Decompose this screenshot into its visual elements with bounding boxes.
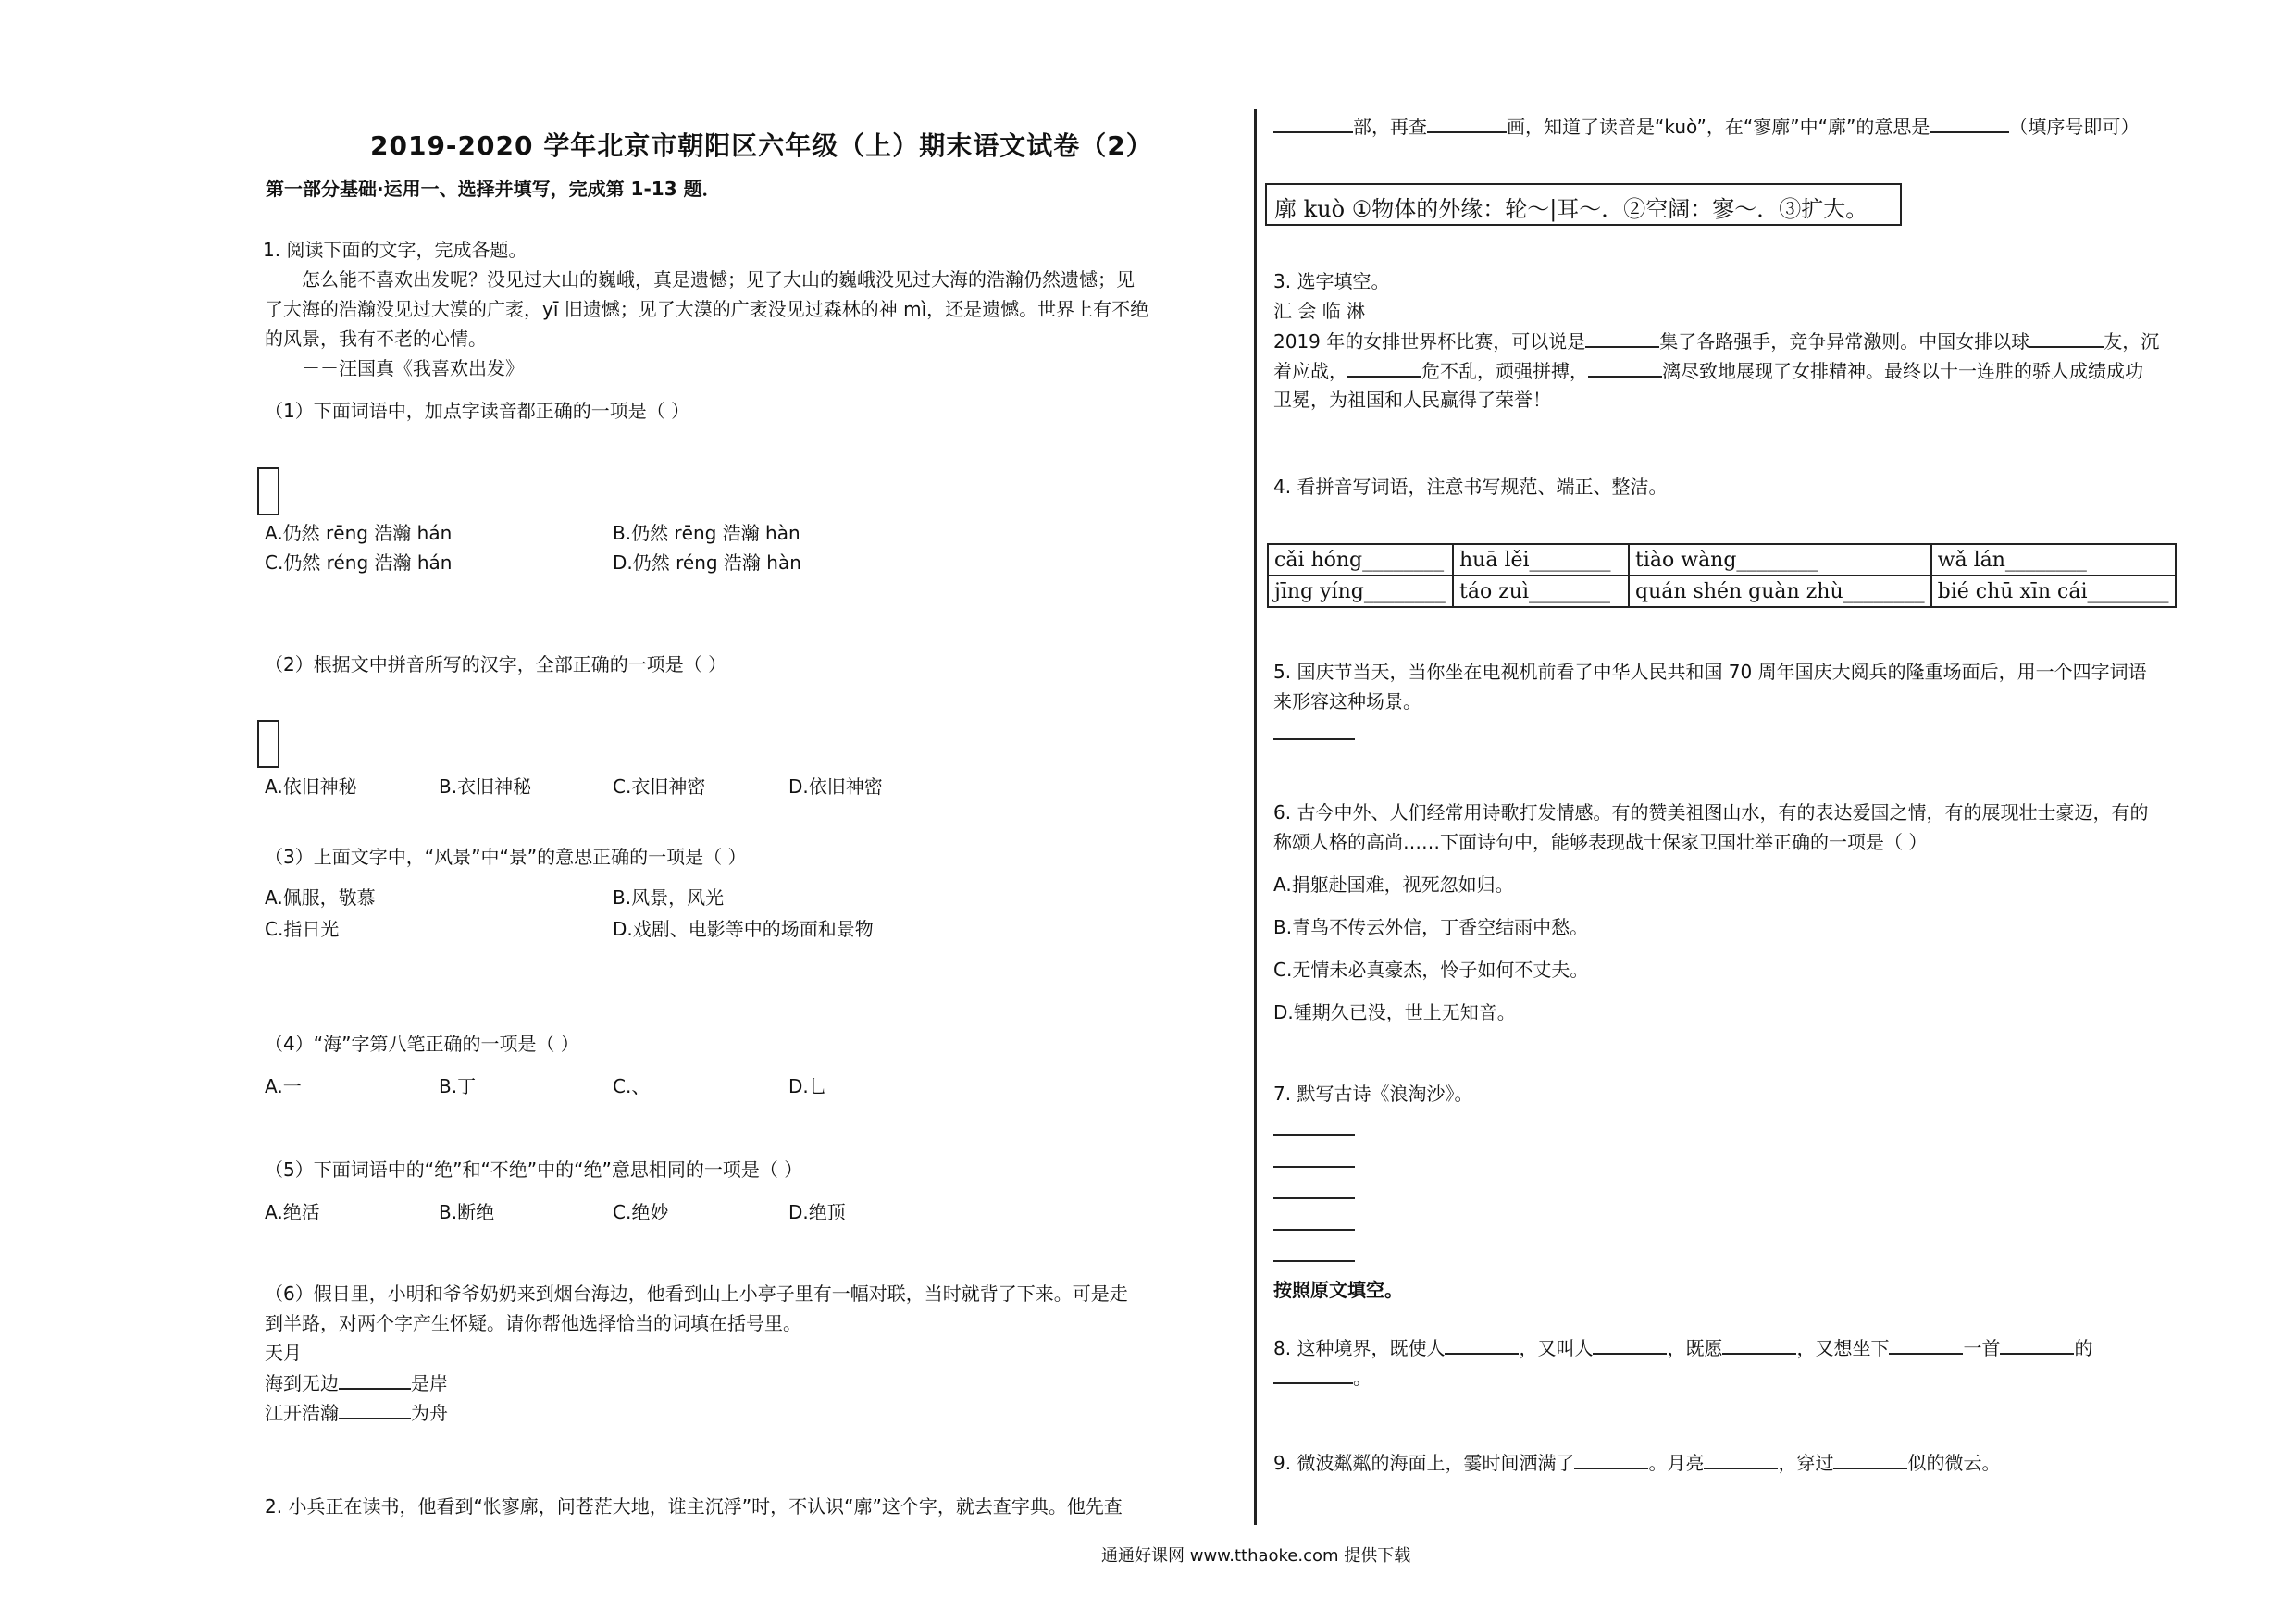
q2-line2-part1: 部，再查 bbox=[1353, 116, 1427, 138]
q8-part-d: ，又想坐下 bbox=[1796, 1337, 1890, 1359]
pinyin-cell[interactable]: wǎ lán________ bbox=[1931, 544, 2176, 576]
q1-sub3-option-d[interactable]: D.戏剧、电影等中的场面和景物 bbox=[613, 918, 874, 940]
blank-q2-radical[interactable] bbox=[1273, 113, 1353, 133]
q9-part-a: 9. 微波粼粼的海面上，霎时间洒满了 bbox=[1273, 1452, 1575, 1474]
blank-q2-meaning[interactable] bbox=[1930, 113, 2009, 133]
page-title: 2019-2020 学年北京市朝阳区六年级（上）期末语文试卷（2） bbox=[370, 130, 1153, 161]
section-fill-heading: 按照原文填空。 bbox=[1273, 1279, 1403, 1301]
q3-choices: 汇 会 临 淋 bbox=[1273, 300, 1366, 322]
q8-part-b: ，又叫人 bbox=[1519, 1337, 1594, 1359]
q1-sub5-option-a[interactable]: A.绝活 bbox=[265, 1201, 320, 1223]
q6-line2: 称颂人格的高尚……下面诗句中，能够表现战士保家卫国壮举正确的一项是（ ） bbox=[1273, 831, 1928, 853]
blank-q7-line1[interactable] bbox=[1273, 1134, 1355, 1136]
dictionary-entry: 廓 kuò ①物体的外缘：轮～|耳～．②空阔：寥～．③扩大。 bbox=[1274, 196, 1868, 222]
q8-line1 bbox=[1273, 1334, 2092, 1361]
q4-intro: 4. 看拼音写词语，注意书写规范、端正、整洁。 bbox=[1273, 476, 1668, 498]
q1-sub2-option-d[interactable]: D.依旧神密 bbox=[788, 775, 883, 798]
couplet-line1 bbox=[265, 1369, 448, 1396]
q3-line1 bbox=[1273, 328, 2159, 354]
q1-sub3-option-b[interactable]: B.风景，风光 bbox=[613, 886, 725, 909]
q1-intro: 1. 阅读下面的文字，完成各题。 bbox=[263, 239, 527, 261]
q1-sub5-option-d[interactable]: D.绝顶 bbox=[788, 1201, 846, 1223]
q6-option-a[interactable]: A.捐躯赴国难，视死忽如归。 bbox=[1273, 873, 1514, 896]
blank-q8-3[interactable] bbox=[1722, 1334, 1796, 1355]
q3-line1-part3: 友，沉 bbox=[2104, 330, 2160, 353]
q8-part-g: 。 bbox=[1353, 1367, 1371, 1389]
q6-option-b[interactable]: B.青鸟不传云外信，丁香空结雨中愁。 bbox=[1273, 916, 1589, 938]
pinyin-cell[interactable]: tiào wàng________ bbox=[1629, 544, 1931, 576]
q9-line1 bbox=[1273, 1449, 2000, 1476]
blank-q7-line2[interactable] bbox=[1273, 1166, 1355, 1168]
q1-passage-line2: 了大海的浩瀚没见过大漠的广袤，yī 旧遗憾；见了大漠的广袤没见过森林的神 mì，还是遗憾。世界上有不绝 bbox=[265, 298, 1149, 320]
q1-sub2-option-c[interactable]: C.衣旧神密 bbox=[613, 775, 706, 798]
blank-couplet-2[interactable] bbox=[339, 1399, 411, 1419]
q9-part-b: 。月亮 bbox=[1648, 1452, 1705, 1474]
q8-part-e: 一首 bbox=[1963, 1337, 2001, 1359]
q1-passage-line3: 的风景，我有不老的心情。 bbox=[265, 328, 487, 350]
pinyin-cell[interactable]: táo zuì________ bbox=[1453, 576, 1629, 607]
q6-option-d[interactable]: D.锺期久已没，世上无知音。 bbox=[1273, 1001, 1516, 1023]
blank-q8-5[interactable] bbox=[2000, 1334, 2074, 1355]
couplet-line2-end: 为舟 bbox=[411, 1402, 448, 1424]
answer-box-q1-1[interactable] bbox=[257, 467, 279, 515]
blank-q8-4[interactable] bbox=[1889, 1334, 1963, 1355]
pinyin-cell[interactable]: jīng yíng________ bbox=[1268, 576, 1453, 607]
q6-option-c[interactable]: C.无情未必真豪杰，怜子如何不丈夫。 bbox=[1273, 959, 1589, 981]
pinyin-table bbox=[1267, 543, 2177, 608]
q5-line2: 来形容这种场景。 bbox=[1273, 690, 1421, 712]
pinyin-row bbox=[1268, 576, 2176, 607]
q3-line2 bbox=[1273, 357, 2143, 384]
q1-sub4-question: （4）“海”字第八笔正确的一项是（ ） bbox=[265, 1033, 579, 1055]
q8-part-f: 的 bbox=[2074, 1337, 2093, 1359]
blank-q3-4[interactable] bbox=[1588, 357, 1662, 378]
q8-part-c: ，既愿 bbox=[1667, 1337, 1723, 1359]
q1-sub4-option-c[interactable]: C.、 bbox=[613, 1075, 651, 1097]
part-heading: 第一部分基础·运用一、选择并填写，完成第 1-13 题． bbox=[266, 178, 721, 200]
column-divider bbox=[1254, 109, 1257, 1525]
q1-sub6-words: 天月 bbox=[265, 1342, 302, 1364]
q1-sub3-question: （3）上面文字中，“风景”中“景”的意思正确的一项是（ ） bbox=[265, 846, 747, 868]
q1-sub3-option-c[interactable]: C.指日光 bbox=[265, 918, 340, 940]
q1-sub1-option-a[interactable]: A.仍然 rēng 浩瀚 hán bbox=[265, 522, 453, 544]
q1-sub6-line1: （6）假日里，小明和爷爷奶奶来到烟台海边，他看到山上小亭子里有一幅对联，当时就背了下来。可是走 bbox=[265, 1282, 1128, 1305]
q8-line2 bbox=[1273, 1364, 1371, 1391]
q1-sub2-question: （2）根据文中拼音所写的汉字，全部正确的一项是（ ） bbox=[265, 653, 727, 675]
q3-line1-part2: 集了各路强手，竞争异常激则。中国女排以球 bbox=[1659, 330, 2030, 353]
blank-q3-1[interactable] bbox=[1585, 328, 1659, 348]
q3-line2-part2: 危不乱，顽强拼搏， bbox=[1421, 360, 1588, 382]
q6-line1: 6. 古今中外、人们经常用诗歌打发情感。有的赞美祖图山水，有的表达爱国之情，有的展现壮士豪迈，有的 bbox=[1273, 801, 2149, 824]
q2-line2 bbox=[1273, 113, 2139, 140]
couplet-line1-end: 是岸 bbox=[411, 1372, 448, 1394]
blank-q7-line3[interactable] bbox=[1273, 1197, 1355, 1199]
q1-sub2-option-a[interactable]: A.依旧神秘 bbox=[265, 775, 357, 798]
q2-line1: 2. 小兵正在读书，他看到“怅寥廓，问苍茫大地，谁主沉浮”时，不认识“廓”这个字，就去查字典。他先查 bbox=[265, 1495, 1123, 1518]
q1-sub1-option-d[interactable]: D.仍然 réng 浩瀚 hàn bbox=[613, 551, 801, 574]
q2-line2-part2: 画，知道了读音是“kuò”，在“寥廓”中“廓”的意思是 bbox=[1507, 116, 1930, 138]
q3-line3: 卫冕，为祖国和人民赢得了荣誉！ bbox=[1273, 389, 1551, 411]
q1-sub4-option-a[interactable]: A.一 bbox=[265, 1075, 302, 1097]
q1-sub3-option-a[interactable]: A.佩服，敬慕 bbox=[265, 886, 376, 909]
blank-q9-3[interactable] bbox=[1833, 1449, 1907, 1469]
q9-part-d: 似的微云。 bbox=[1907, 1452, 2001, 1474]
pinyin-cell[interactable]: bié chū xīn cái________ bbox=[1931, 576, 2176, 607]
q2-line2-part3: （填序号即可） bbox=[2009, 116, 2140, 138]
pinyin-row bbox=[1268, 544, 2176, 576]
dictionary-entry-box bbox=[1265, 183, 1902, 226]
blank-q8-1[interactable] bbox=[1445, 1334, 1519, 1355]
q1-sub1-question: （1）下面词语中，加点字读音都正确的一项是（ ） bbox=[265, 400, 690, 422]
q1-sub5-option-c[interactable]: C.绝妙 bbox=[613, 1201, 669, 1223]
blank-q5[interactable] bbox=[1273, 738, 1355, 740]
q3-line1-part1: 2019 年的女排世界杯比赛，可以说是 bbox=[1273, 330, 1586, 353]
q1-sub1-option-b[interactable]: B.仍然 rēng 浩瀚 hàn bbox=[613, 522, 800, 544]
q3-line2-part1: 着应战， bbox=[1273, 360, 1347, 382]
q5-line1: 5. 国庆节当天，当你坐在电视机前看了中华人民共和国 70 周年国庆大阅兵的隆重场面后，用一个四字词语 bbox=[1273, 661, 2147, 683]
blank-q2-strokes[interactable] bbox=[1427, 113, 1507, 133]
blank-q9-1[interactable] bbox=[1574, 1449, 1648, 1469]
blank-q9-2[interactable] bbox=[1704, 1449, 1778, 1469]
q8-part-a: 8. 这种境界，既使人 bbox=[1273, 1337, 1446, 1359]
blank-q3-2[interactable] bbox=[2029, 328, 2104, 348]
blank-couplet-1[interactable] bbox=[339, 1369, 411, 1390]
pinyin-cell[interactable]: quán shén guàn zhù________ bbox=[1629, 576, 1931, 607]
couplet-line2-start: 江开浩瀚 bbox=[265, 1402, 339, 1424]
q1-sub5-option-b[interactable]: B.断绝 bbox=[439, 1201, 495, 1223]
blank-q3-3[interactable] bbox=[1347, 357, 1421, 378]
page-footer: 通通好课网 www.tthaoke.com 提供下载 bbox=[1101, 1546, 1411, 1566]
blank-q8-2[interactable] bbox=[1593, 1334, 1667, 1355]
q1-sub6-line2: 到半路，对两个字产生怀疑。请你帮他选择恰当的词填在括号里。 bbox=[265, 1312, 801, 1334]
answer-box-q1-2[interactable] bbox=[257, 720, 279, 768]
blank-q8-6[interactable] bbox=[1273, 1364, 1353, 1384]
q1-passage-source: －－汪国真《我喜欢出发》 bbox=[302, 357, 524, 379]
q1-sub1-option-c[interactable]: C.仍然 réng 浩瀚 hán bbox=[265, 551, 453, 574]
couplet-line2 bbox=[265, 1399, 448, 1426]
q9-part-c: ，穿过 bbox=[1778, 1452, 1834, 1474]
q1-passage-line1: 怎么能不喜欢出发呢？没见过大山的巍峨，真是遗憾；见了大山的巍峨没见过大海的浩瀚仍然遗憾；见 bbox=[302, 268, 1135, 291]
q1-sub5-question: （5）下面词语中的“绝”和“不绝”中的“绝”意思相同的一项是（ ） bbox=[265, 1158, 803, 1181]
q1-sub2-option-b[interactable]: B.衣旧神秘 bbox=[439, 775, 532, 798]
q7-intro: 7. 默写古诗《浪淘沙》。 bbox=[1273, 1083, 1473, 1105]
blank-q7-line5[interactable] bbox=[1273, 1260, 1355, 1262]
pinyin-cell[interactable]: cǎi hóng________ bbox=[1268, 544, 1453, 576]
q3-line2-part3: 漓尽致地展现了女排精神。最终以十一连胜的骄人成绩成功 bbox=[1662, 360, 2143, 382]
blank-q7-line4[interactable] bbox=[1273, 1229, 1355, 1231]
q1-sub4-option-d[interactable]: D.乚 bbox=[788, 1075, 827, 1097]
couplet-line1-start: 海到无边 bbox=[265, 1372, 339, 1394]
q3-intro: 3. 选字填空。 bbox=[1273, 270, 1390, 292]
q1-sub4-option-b[interactable]: B.丁 bbox=[439, 1075, 477, 1097]
pinyin-cell[interactable]: huā lěi________ bbox=[1453, 544, 1629, 576]
